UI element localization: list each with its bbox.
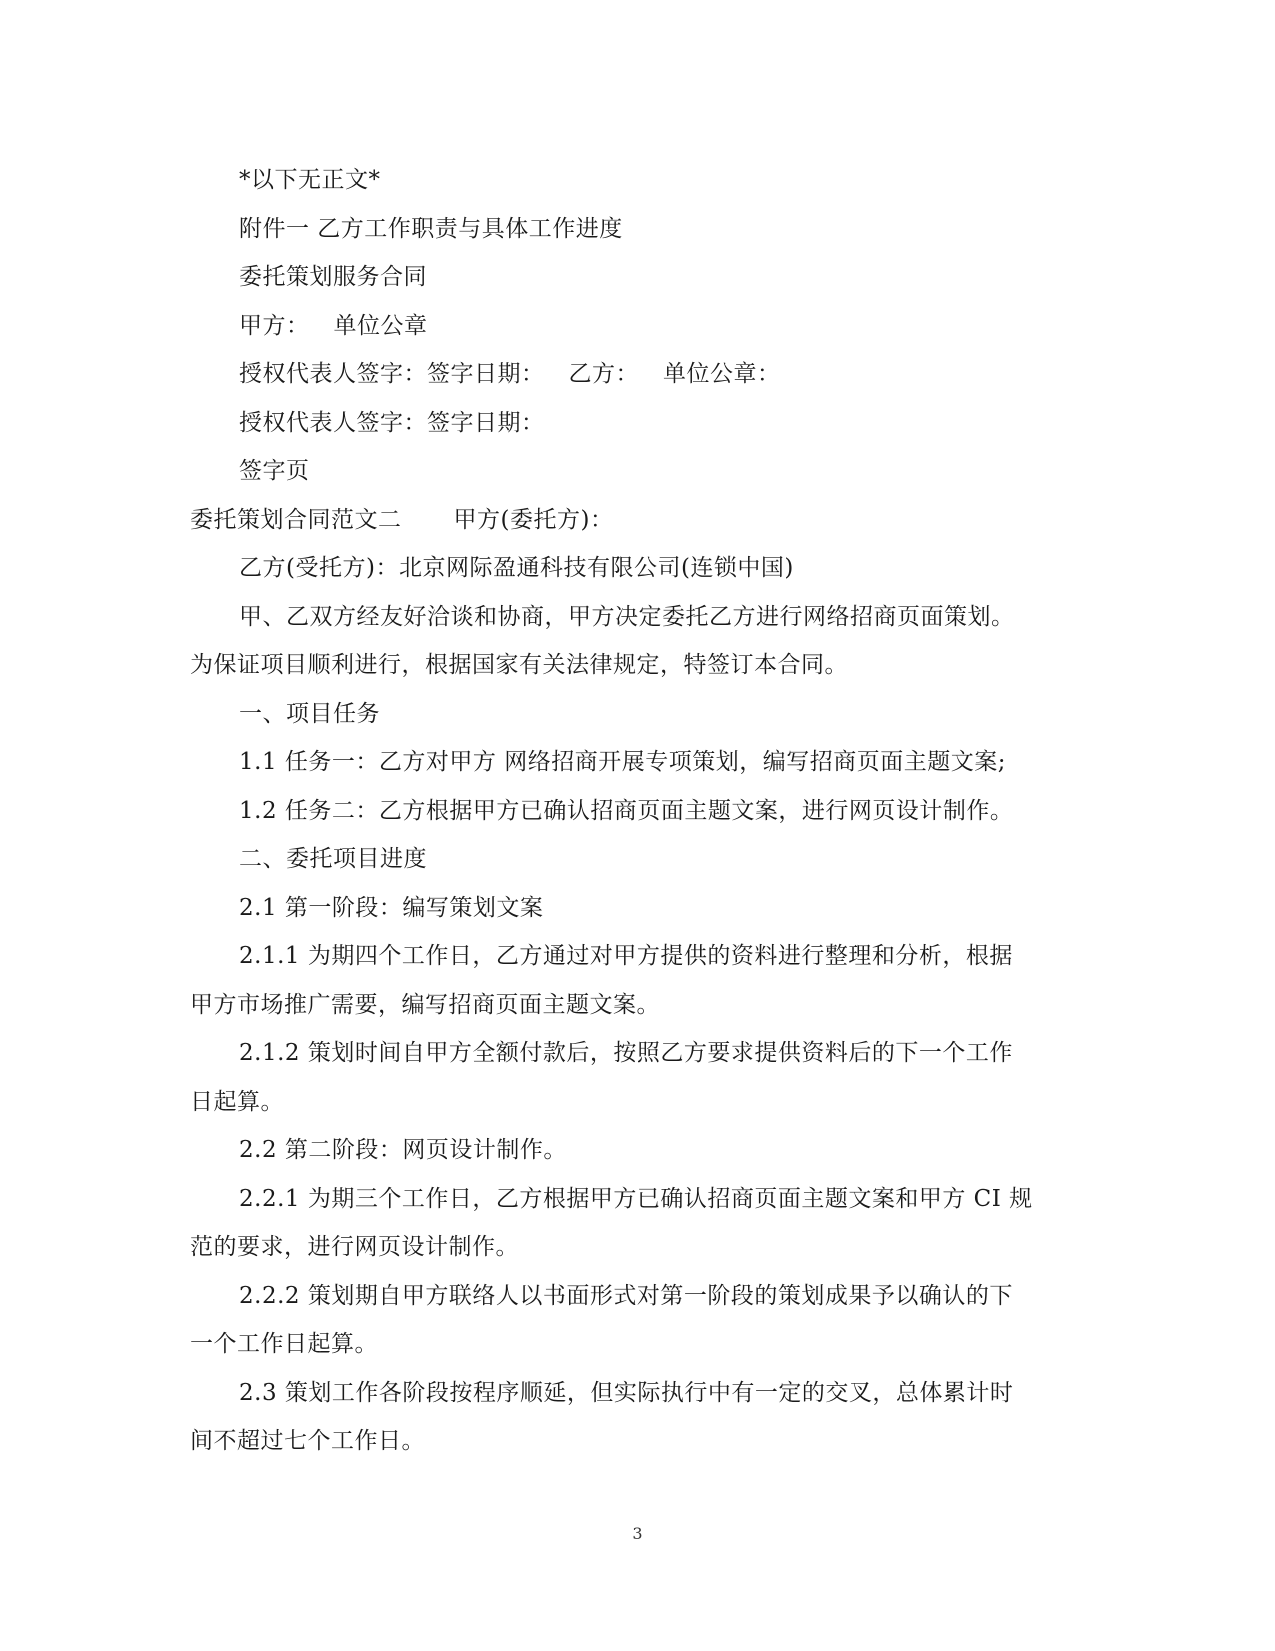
item-2-1-1-line-2: 甲方市场推广需要，编写招商页面主题文案。 xyxy=(190,991,660,1018)
intro-line-2: 为保证项目顺利进行，根据国家有关法律规定，特签订本合同。 xyxy=(190,652,848,678)
party-b-label: 乙方： xyxy=(568,361,639,387)
party-b-full: 乙方(受托方)：北京网际盈通科技有限公司(连锁中国) xyxy=(239,555,794,581)
signature-line-2: 授权代表人签字：签字日期： xyxy=(239,409,545,436)
item-2-3-line-2: 间不超过七个工作日。 xyxy=(190,1428,425,1454)
document-body xyxy=(190,156,1070,1466)
party-a-label: 甲方： xyxy=(239,312,310,339)
end-marker: *以下无正文* xyxy=(239,167,381,193)
intro-line-1: 甲、乙双方经友好洽谈和协商，甲方决定委托乙方进行网络招商页面策划。 xyxy=(239,603,1015,630)
contract-title: 委托策划服务合同 xyxy=(239,264,427,290)
section-2-heading: 二、委托项目进度 xyxy=(239,846,427,872)
attachment-title: 附件一 乙方工作职责与具体工作进度 xyxy=(239,215,623,242)
page-number: 3 xyxy=(632,1524,643,1543)
item-2-2-2-line-1: 2.2.2 策划期自甲方联络人以书面形式对第一阶段的策划成果予以确认的下 xyxy=(239,1282,1013,1309)
item-1-1: 1.1 任务一：乙方对甲方 网络招商开展专项策划，编写招商页面主题文案; xyxy=(239,749,1006,775)
item-2-1-1-line-1: 2.1.1 为期四个工作日，乙方通过对甲方提供的资料进行整理和分析，根据 xyxy=(239,943,1013,969)
item-1-2: 1.2 任务二：乙方根据甲方已确认招商页面主题文案，进行网页设计制作。 xyxy=(239,797,1014,824)
sample-two-header xyxy=(190,496,1070,545)
rep-signature-date: 授权代表人签字：签字日期： xyxy=(239,361,545,387)
party-a-seal: 单位公章 xyxy=(333,312,428,339)
item-2-1: 2.1 第一阶段：编写策划文案 xyxy=(239,894,544,921)
item-2-2-1-line-2: 范的要求，进行网页设计制作。 xyxy=(190,1234,519,1260)
item-2-2-1-line-1: 2.2.1 为期三个工作日，乙方根据甲方已确认招商页面主题文案和甲方 CI 规 xyxy=(239,1185,1033,1212)
item-2-2-2-line-2: 一个工作日起算。 xyxy=(190,1331,378,1357)
item-2-1-2-line-2: 日起算。 xyxy=(190,1088,284,1115)
item-2-3-line-1: 2.3 策划工作各阶段按程序顺延，但实际执行中有一定的交叉，总体累计时 xyxy=(239,1379,1014,1406)
party-b-seal: 单位公章： xyxy=(663,361,781,387)
sample-two-title: 委托策划合同范文二 xyxy=(190,506,402,533)
party-a-seal-line xyxy=(190,302,1070,351)
item-2-2: 2.2 第二阶段：网页设计制作。 xyxy=(239,1137,567,1163)
section-1-heading: 一、项目任务 xyxy=(239,700,380,727)
item-2-1-2-line-1: 2.1.2 策划时间自甲方全额付款后，按照乙方要求提供资料后的下一个工作 xyxy=(239,1040,1013,1066)
sample-two-party-a: 甲方(委托方)： xyxy=(453,506,614,533)
signature-page-label: 签字页 xyxy=(239,458,310,484)
signature-line-1 xyxy=(190,350,1070,399)
